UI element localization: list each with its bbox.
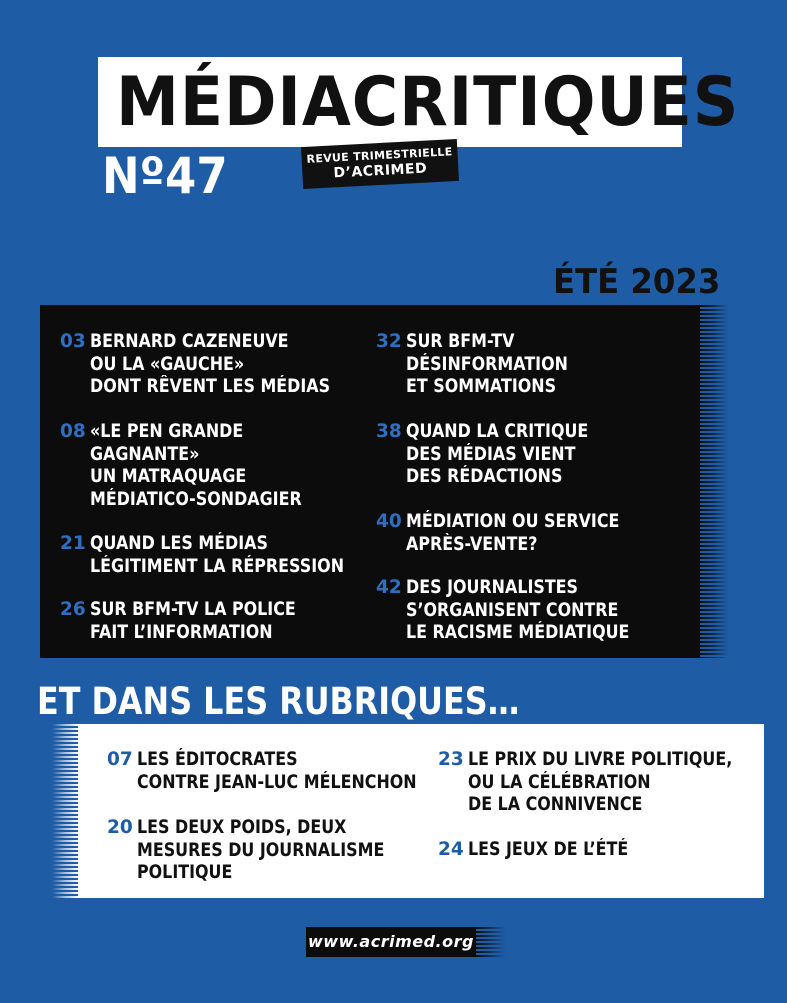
rubrique-line: LES DEUX POIDS, DEUX (137, 817, 347, 838)
rubrique-line: MESURES DU JOURNALISME (137, 839, 385, 861)
toc-page-number: 03 (60, 331, 86, 352)
tagline-badge (301, 139, 459, 189)
rubrique-page-number: 24 (438, 839, 464, 860)
toc-line: GAGNANTE» (90, 443, 200, 465)
contents-box-rough-edge (700, 305, 728, 658)
toc-line: BERNARD CAZENEUVE (90, 331, 289, 352)
rubrique-line: CONTRE JEAN-LUC MÉLENCHON (137, 771, 417, 793)
toc-page-number: 42 (376, 577, 402, 598)
tagline-line-2: D’ACRIMED (333, 160, 428, 182)
toc-line: SUR BFM-TV (406, 331, 515, 352)
toc-line: FAIT L’INFORMATION (90, 621, 273, 643)
toc-page-number: 26 (60, 599, 86, 620)
tagline-line-1: REVUE TRIMESTRIELLE (306, 145, 453, 166)
toc-line: DONT RÊVENT LES MÉDIAS (90, 376, 331, 397)
toc-page-number: 32 (376, 331, 402, 352)
toc-line: S’ORGANISENT CONTRE (406, 599, 619, 621)
toc-page-number: 38 (376, 421, 402, 442)
toc-line: DÉSINFORMATION (406, 353, 568, 375)
toc-line: DES RÉDACTIONS (406, 466, 563, 487)
toc-page-number: 21 (60, 533, 86, 554)
masthead (98, 57, 740, 147)
url-badge-rough-edge (476, 927, 506, 957)
toc-line: MÉDIATICO-SONDAGIER (90, 488, 302, 510)
issue-number: Nº47 (102, 147, 228, 205)
magazine-title: MÉDIACRITIQUES (116, 63, 740, 142)
toc-page-number: 40 (376, 511, 402, 532)
rubrique-line: DE LA CONNIVENCE (468, 794, 643, 815)
toc-line: «LE PEN GRANDE (90, 421, 244, 442)
rubrique-line: LE PRIX DU LIVRE POLITIQUE, (468, 749, 733, 770)
toc-page-number: 08 (60, 421, 86, 442)
rubriques-box-rough-edge (52, 724, 78, 898)
rubrique-line: OU LA CÉLÉBRATION (468, 771, 651, 793)
rubrique-page-number: 23 (438, 749, 464, 770)
season-label: ÉTÉ 2023 (553, 262, 721, 302)
toc-line: SUR BFM-TV LA POLICE (90, 599, 296, 620)
toc-line: QUAND LA CRITIQUE (406, 421, 589, 442)
toc-line: QUAND LES MÉDIAS (90, 533, 268, 554)
rubriques-heading: ET DANS LES RUBRIQUES… (37, 680, 520, 723)
toc-line: LE RACISME MÉDIATIQUE (406, 622, 630, 643)
toc-line: LÉGITIMENT LA RÉPRESSION (90, 555, 345, 577)
rubrique-line: LES ÉDITOCRATES (137, 749, 298, 770)
rubrique-line: POLITIQUE (137, 862, 233, 883)
rubrique-line: LES JEUX DE L’ÉTÉ (468, 839, 629, 860)
rubrique-page-number: 07 (107, 749, 133, 770)
rubrique-page-number: 20 (107, 817, 133, 838)
toc-line: DES JOURNALISTES (406, 577, 579, 598)
website-url[interactable]: www.acrimed.org (306, 927, 476, 957)
toc-line: MÉDIATION OU SERVICE (406, 511, 620, 532)
toc-line: OU LA «GAUCHE» (90, 353, 245, 375)
toc-line: DES MÉDIAS VIENT (406, 443, 576, 465)
toc-line: ET SOMMATIONS (406, 376, 557, 397)
toc-line: UN MATRAQUAGE (90, 466, 247, 487)
toc-line: APRÈS-VENTE? (406, 533, 538, 555)
